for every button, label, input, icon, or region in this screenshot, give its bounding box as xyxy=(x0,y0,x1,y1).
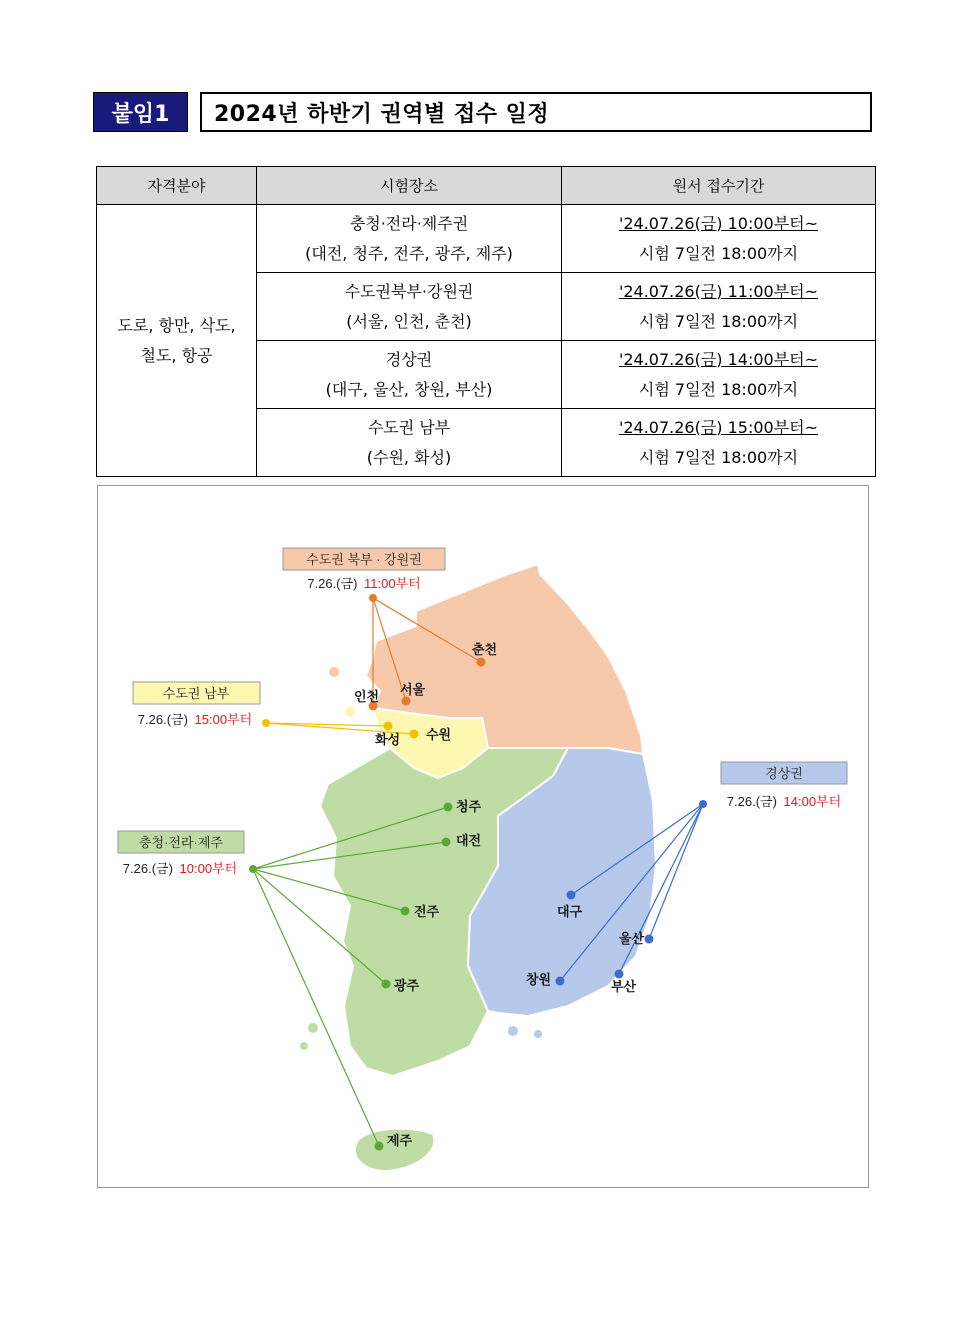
place-cities: (서울, 인천, 춘천) xyxy=(346,311,472,331)
period-end: 시험 7일전 18:00까지 xyxy=(638,379,799,399)
period-start: '24.07.26(금) 15:00부터~ xyxy=(618,417,819,437)
place-cell xyxy=(257,409,562,477)
city-dot-busan xyxy=(615,970,624,979)
city-dot-changwon xyxy=(556,977,565,986)
field-line-1: 도로, 항만, 삭도, xyxy=(117,315,236,335)
city-label-incheon: 인천 xyxy=(354,689,380,704)
city-dot-daegu xyxy=(567,891,576,900)
city-label-daegu: 대구 xyxy=(557,904,583,919)
city-label-suwon: 수원 xyxy=(426,727,452,742)
period-end: 시험 7일전 18:00까지 xyxy=(638,243,799,263)
city-label-hwaseong: 화성 xyxy=(375,732,401,747)
column-header-place: 시험장소 xyxy=(257,167,562,205)
field-line-2: 철도, 항공 xyxy=(140,345,213,365)
anchor-dot-south-capital xyxy=(262,719,270,727)
city-dot-ulsan xyxy=(645,935,654,944)
place-name: 충청·전라·제주권 xyxy=(349,213,469,233)
city-label-changwon: 창원 xyxy=(526,972,552,987)
place-cell xyxy=(257,273,562,341)
period-cell xyxy=(562,341,876,409)
table-row xyxy=(97,205,876,273)
city-dot-chuncheon xyxy=(477,658,486,667)
period-start: '24.07.26(금) 10:00부터~ xyxy=(618,213,819,233)
legend-date xyxy=(307,576,420,591)
schedule-table xyxy=(96,166,876,477)
place-cell xyxy=(257,341,562,409)
period-end: 시험 7일전 18:00까지 xyxy=(638,311,799,331)
city-label-daejeon: 대전 xyxy=(456,833,482,848)
legend-date xyxy=(727,794,841,809)
place-cities: (수원, 화성) xyxy=(366,447,452,467)
island-shape xyxy=(329,667,339,677)
anchor-dot-north xyxy=(369,594,377,602)
city-label-busan: 부산 xyxy=(611,979,637,994)
column-header-period: 원서 접수기간 xyxy=(562,167,876,205)
anchor-dot-central xyxy=(249,865,257,873)
attachment-header xyxy=(93,92,873,134)
period-cell xyxy=(562,273,876,341)
city-dot-jeju xyxy=(375,1142,384,1151)
legend-time-text: 15:00부터 xyxy=(194,712,253,727)
city-dot-suwon xyxy=(410,730,419,739)
island-shape xyxy=(345,707,355,717)
legend-central xyxy=(118,831,244,876)
city-label-jeonju: 전주 xyxy=(414,904,440,919)
island-shape xyxy=(534,1030,542,1038)
legend-date-text: 7.26.(금) xyxy=(726,794,777,809)
city-dot-gwangju xyxy=(382,980,391,989)
city-label-chuncheon: 춘천 xyxy=(472,642,498,657)
korea-map-svg xyxy=(98,486,868,1187)
period-start: '24.07.26(금) 14:00부터~ xyxy=(618,349,819,369)
column-header-field: 자격분야 xyxy=(97,167,257,205)
island-shape xyxy=(300,1042,308,1050)
legend-time-text: 11:00부터 xyxy=(364,576,421,591)
place-name: 수도권북부·강원권 xyxy=(344,281,474,301)
city-dot-seoul xyxy=(402,697,411,706)
legend-date-text: 7.26.(금) xyxy=(122,861,173,876)
table-header-row xyxy=(97,167,876,205)
city-dot-daejeon xyxy=(442,838,451,847)
city-label-seoul: 서울 xyxy=(400,682,426,697)
legend-gyeongsang xyxy=(721,762,847,809)
island-shape xyxy=(508,1026,518,1036)
legend-date xyxy=(138,712,252,727)
place-cities: (대구, 울산, 창원, 부산) xyxy=(325,379,493,399)
period-cell xyxy=(562,409,876,477)
legend-date xyxy=(123,861,237,876)
period-cell xyxy=(562,205,876,273)
legend-time-text: 10:00부터 xyxy=(179,861,238,876)
anchor-dot-gyeongsang xyxy=(699,800,707,808)
island-shape xyxy=(308,1023,318,1033)
place-cities: (대전, 청주, 전주, 광주, 제주) xyxy=(305,243,513,263)
place-name: 경상권 xyxy=(385,349,433,369)
city-label-cheongju: 청주 xyxy=(456,799,482,814)
city-dot-cheongju xyxy=(444,803,453,812)
page-title: 2024년 하반기 권역별 접수 일정 xyxy=(200,92,872,132)
city-label-ulsan: 울산 xyxy=(619,931,645,946)
period-end: 시험 7일전 18:00까지 xyxy=(638,447,799,467)
region-map xyxy=(97,485,869,1188)
legend-name: 수도권 북부 · 강원권 xyxy=(306,552,422,567)
legend-name: 수도권 남부 xyxy=(162,686,230,701)
place-name: 수도권 남부 xyxy=(367,417,451,437)
legend-north xyxy=(283,548,445,591)
city-label-gwangju: 광주 xyxy=(394,978,420,993)
city-dot-hwaseong xyxy=(384,722,393,731)
legend-south-capital xyxy=(133,682,260,727)
city-dot-jeonju xyxy=(401,907,410,916)
city-label-jeju: 제주 xyxy=(387,1133,413,1148)
field-cell xyxy=(97,205,257,477)
attachment-badge: 붙임1 xyxy=(93,92,188,132)
legend-date-text: 7.26.(금) xyxy=(307,576,358,591)
period-start: '24.07.26(금) 11:00부터~ xyxy=(618,281,819,301)
legend-name: 경상권 xyxy=(765,766,803,781)
legend-date-text: 7.26.(금) xyxy=(137,712,188,727)
place-cell xyxy=(257,205,562,273)
legend-time-text: 14:00부터 xyxy=(783,794,842,809)
legend-name: 충청·전라·제주 xyxy=(138,835,224,850)
connector-line xyxy=(649,804,703,939)
